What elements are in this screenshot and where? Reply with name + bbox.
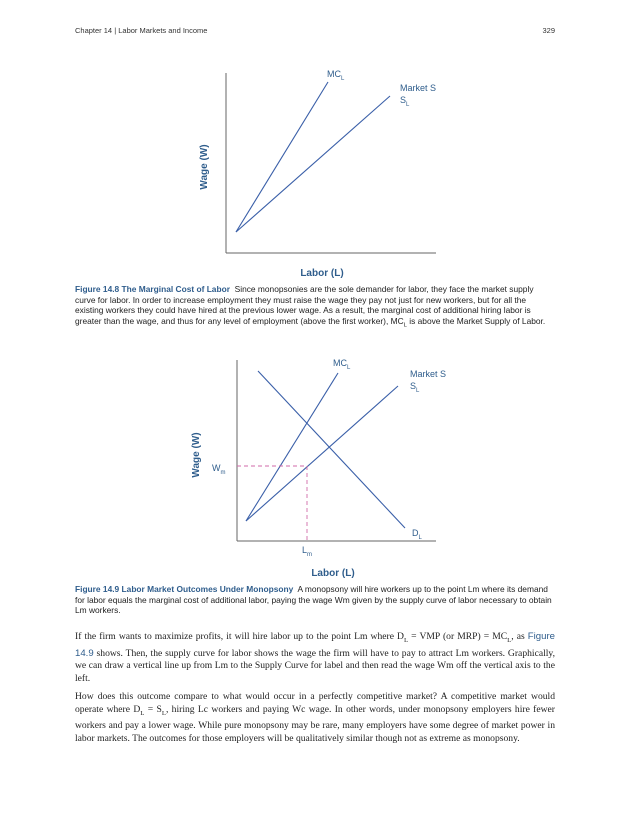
figure-label: Figure 14.9 Labor Market Outcomes Under Monopsony bbox=[75, 584, 294, 594]
running-header: Chapter 14 | Labor Markets and Income bbox=[75, 26, 208, 35]
figure-14-9-link[interactable]: Figure 14.9 bbox=[75, 631, 555, 659]
supply-label-s: $S_L$ bbox=[400, 95, 410, 108]
paragraph-2: How does this outcome compare to what would occur in a perfectly competitive market? A competitive market would operate where $D_L = S_L$, hiring Lc workers and paying Wc wage. In other words, under monopsony employers hire fewer workers and pay a lower wage. While pure monopsony may be rare, many employers have some degree of market power in labor markets. The outcomes for those employers will be qualitatively similar though not as extreme as monopsony. bbox=[75, 691, 556, 744]
x-axis-label: Labor (L) bbox=[311, 568, 355, 579]
body-text bbox=[75, 631, 555, 752]
demand-label: $D_L$ bbox=[412, 528, 422, 541]
mc-l-label: $MC_L$ bbox=[327, 69, 345, 82]
figure-14-9-caption: Figure 14.9 Labor Market Outcomes Under Monopsony A monopsony will hire workers up to the point Lm where its demand for labor equals the marginal cost of additional labor, paying the wage Wm given by the supply curve of labor necessary to obtain Lm workers. bbox=[75, 584, 552, 616]
supply-line bbox=[236, 96, 390, 232]
supply-label-s: $S_L$ bbox=[410, 381, 420, 394]
figure-14-8-caption: Figure 14.8 The Marginal Cost of Labor Since monopsonies are the sole demander for labor, they face the market supply curve for labor. In order to increase employment they must raise the wage they pay not just for new workers, but for all the existing workers they could have hired at the previous lower wage. As a result, the marginal cost of additional hiring labor is greater than the wage, and thus for any level of employment (above the first worker), $MC_L$ is above the Market Supply of Labor. bbox=[75, 284, 546, 329]
y-axis-label: Wage (W) bbox=[199, 144, 210, 190]
figure-label: Figure 14.8 The Marginal Cost of Labor bbox=[75, 284, 230, 294]
lm-label: $L_m$ bbox=[302, 545, 313, 558]
mc-l-line bbox=[236, 82, 328, 232]
figure-14-8-chart bbox=[0, 0, 630, 285]
figure-14-9-chart bbox=[0, 340, 630, 580]
mc-l-label: $MC_L$ bbox=[333, 358, 351, 371]
x-axis-label: Labor (L) bbox=[300, 268, 344, 279]
paragraph-1: If the firm wants to maximize profits, it will hire labor up to the point Lm where $D_L$ = VMP (or $MRP) = MC_L$, as Figure 14.9 shows. Then, the supply curve for labor shows the wage the firm will have to pay to attract Lm workers. Graphically, we can draw a vertical line up from Lm to the Supply Curve for label and then read the wage Wm off the vertical axis to the left. bbox=[75, 631, 555, 684]
y-axis-label: Wage (W) bbox=[191, 432, 202, 478]
page-number: 329 bbox=[542, 26, 555, 35]
mc-l-line bbox=[246, 373, 338, 521]
supply-label-market: Market S bbox=[410, 369, 447, 379]
supply-label-market: Market S bbox=[400, 83, 437, 93]
supply-line bbox=[246, 386, 398, 521]
wm-label: $W_m$ bbox=[212, 463, 226, 476]
demand-line bbox=[258, 371, 405, 528]
